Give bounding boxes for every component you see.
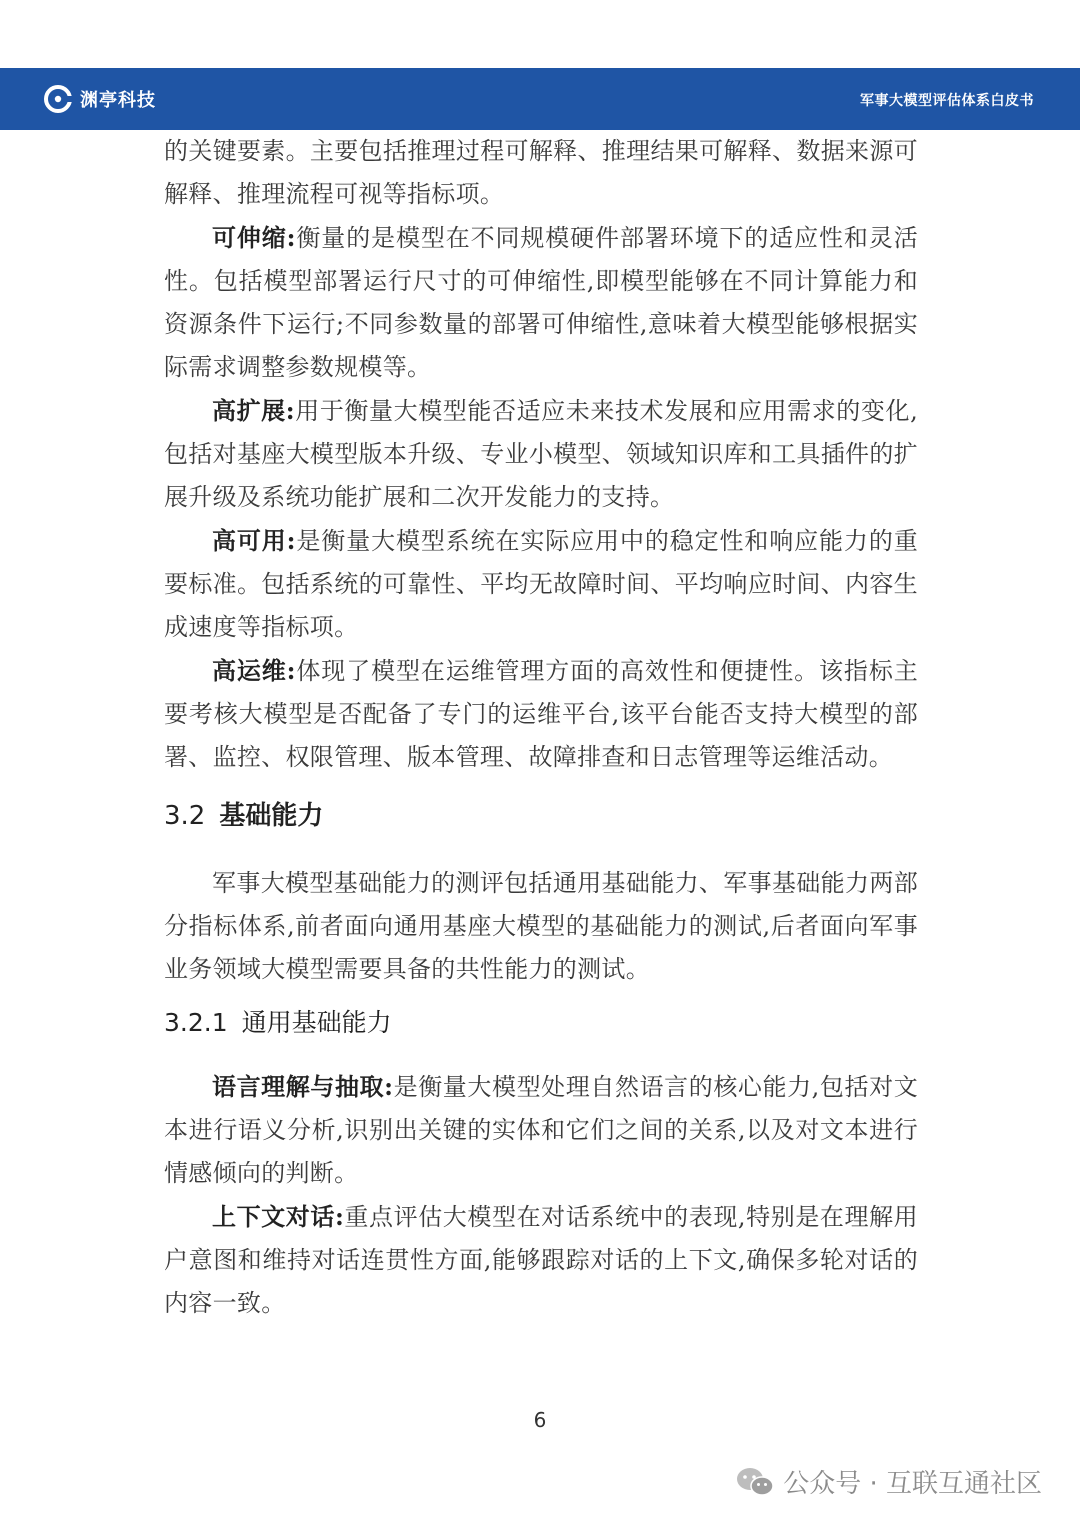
watermark-text: 公众号 · 互联互通社区: [783, 1469, 1042, 1499]
logo: [44, 84, 156, 114]
watermark: [735, 1463, 1042, 1500]
document-title: 军事大模型评估体系白皮书: [860, 93, 1034, 109]
term-operations: 高运维:: [212, 656, 296, 685]
brand-name: 渊亭科技: [80, 90, 156, 111]
section-title: 基础能力: [219, 801, 324, 831]
term-availability: 高可用:: [212, 526, 296, 555]
section-number: 3.2: [164, 801, 206, 831]
wechat-icon: [735, 1466, 775, 1498]
paragraph-explainability-end: 的关键要素。主要包括推理过程可解释、推理结果可解释、数据来源可解释、推理流程可视等指标项。: [164, 137, 918, 208]
term-language-understanding: 语言理解与抽取:: [212, 1072, 394, 1101]
subsection-number: 3.2.1: [164, 1008, 228, 1037]
subsection-title: 通用基础能力: [241, 1008, 392, 1037]
term-context-dialogue: 上下文对话:: [212, 1202, 345, 1231]
paragraph-context-dialogue: 上下文对话:重点评估大模型在对话系统中的表现,特别是在理解用户意图和维持对话连贯性方面,能够跟踪对话的上下文,确保多轮对话的内容一致。: [164, 1202, 918, 1317]
page-header: [0, 68, 1080, 130]
term-scalable: 可伸缩:: [212, 223, 296, 252]
paragraph-operations: 高运维:体现了模型在运维管理方面的高效性和便捷性。该指标主要考核大模型是否配备了专门的运维平台,该平台能否支持大模型的部署、监控、权限管理、版本管理、故障排查和日志管理等运维活动。: [164, 656, 919, 771]
paragraph-scalable: 可伸缩:衡量的是模型在不同规模硬件部署环境下的适应性和灵活性。包括模型部署运行尺寸的可伸缩性,即模型能够在不同计算能力和资源条件下运行;不同参数量的部署可伸缩性,意味着大模型能够根据实际需求调整参数规模等。: [164, 223, 919, 381]
section-heading: [164, 796, 918, 836]
subsection-heading: [164, 1003, 918, 1043]
page-content: [164, 130, 918, 1325]
term-extensible: 高扩展:: [212, 396, 295, 425]
c-logo-icon: [44, 85, 72, 113]
page-number: 6: [533, 1408, 547, 1432]
paragraph-language-understanding: 语言理解与抽取:是衡量大模型处理自然语言的核心能力,包括对文本进行语义分析,识别出关键的实体和它们之间的关系,以及对文本进行情感倾向的判断。: [164, 1072, 918, 1187]
paragraph-basic-capability: 军事大模型基础能力的测评包括通用基础能力、军事基础能力两部分指标体系,前者面向通用基座大模型的基础能力的测试,后者面向军事业务领域大模型需要具备的共性能力的测试。: [164, 869, 918, 983]
paragraph-extensible: 高扩展:用于衡量大模型能否适应未来技术发展和应用需求的变化,包括对基座大模型版本升级、专业小模型、领域知识库和工具插件的扩展升级及系统功能扩展和二次开发能力的支持。: [164, 396, 919, 511]
paragraph-availability: 高可用:是衡量大模型系统在实际应用中的稳定性和响应能力的重要标准。包括系统的可靠性、平均无故障时间、平均响应时间、内容生成速度等指标项。: [164, 526, 919, 641]
